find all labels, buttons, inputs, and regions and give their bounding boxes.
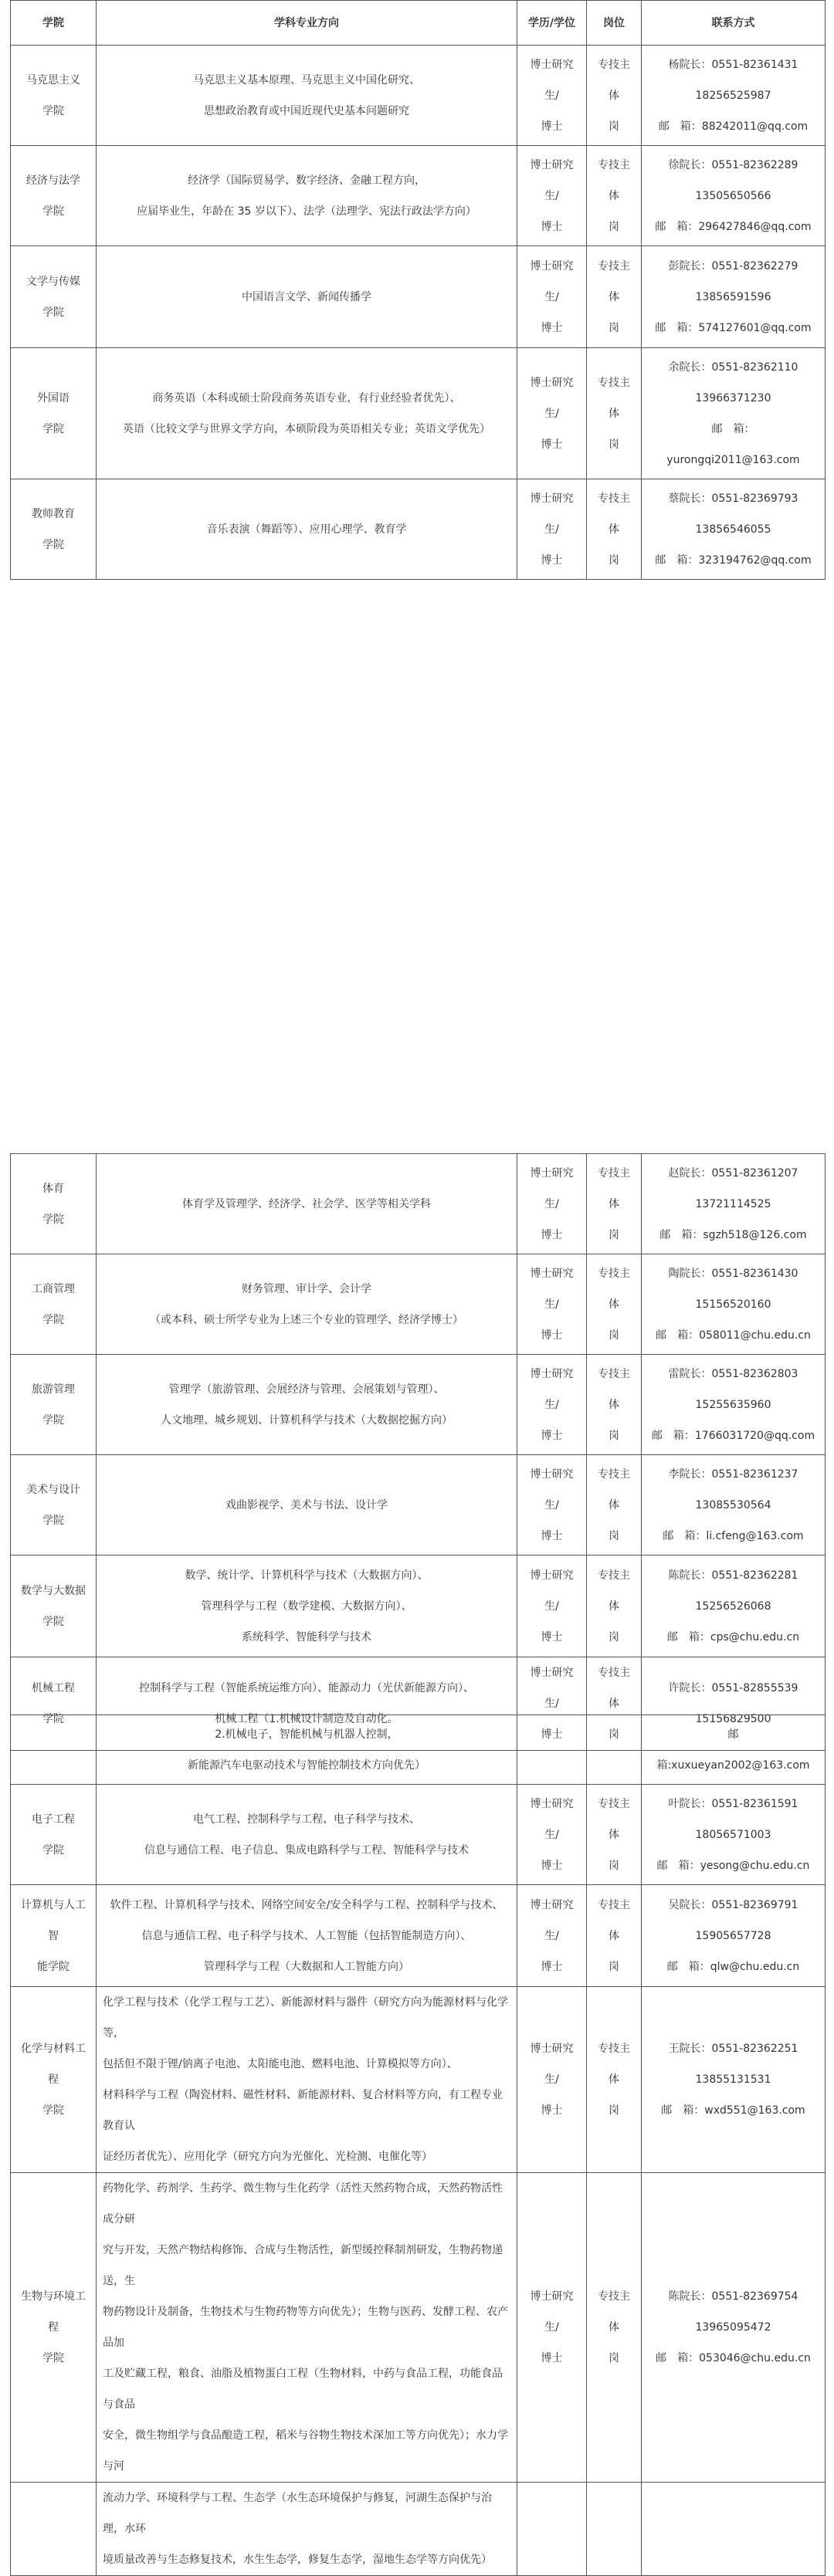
table-row: [11, 1885, 826, 1987]
post-cell-line: 岗: [609, 220, 619, 233]
fields-cell-line: 证经历者优先）、应用化学（研究方向为光催化、光检测、电催化等）: [103, 2151, 432, 2163]
post-cell-line: 岗: [609, 1728, 619, 1741]
fields-cell-line: 应届毕业生，年龄在 35 岁以下）、法学（法理学、宪法行政法学方向）: [137, 205, 476, 218]
post-cell-line: 专技主体: [598, 376, 630, 420]
contact-cell-line: 18256525987: [695, 89, 771, 102]
post-cell: [587, 246, 642, 348]
contact-cell-line: 13855131531: [695, 2073, 771, 2086]
contact-cell-line: 彭院长：0551-82362279: [668, 259, 798, 272]
post-cell-line: 岗: [609, 438, 619, 451]
fields-cell-line: 物药物设计及制备，生物技术与生物药物等方向优先）；生物与医药、发酵工程、农产品加: [103, 2306, 508, 2349]
college-cell-line: 学院: [42, 205, 64, 218]
college-cell: [11, 1785, 97, 1885]
fields-cell-line: 管理科学与工程（数学建模、大数据方向）、: [201, 1599, 412, 1613]
college-cell: [11, 1154, 97, 1254]
degree-cell-line: 博士: [541, 1728, 563, 1741]
contact-cell-line: yurongqi2011@163.com: [666, 453, 800, 466]
post-cell: [587, 1555, 642, 1657]
post-cell-line: 专技主体: [598, 1797, 630, 1841]
degree-cell: [517, 1885, 587, 1987]
fields-cell-line: 材料科学与工程（陶瓷材料、磁性材料、新能源材料、复合材料等方向，有工程专业教育认: [103, 2089, 503, 2132]
college-cell: [11, 146, 97, 246]
college-cell-line: 学院: [42, 2352, 64, 2364]
fields-cell-line: 包括但不限于锂/钠离子电池、太阳能电池、燃料电池、计算模拟等方向）、: [103, 2058, 458, 2070]
college-cell-line: 教师教育: [32, 507, 75, 520]
fields-cell-line: 财务管理、审计学、会计学: [242, 1282, 371, 1295]
fields-cell: [97, 1785, 517, 1885]
college-cell-line: 学院: [42, 2104, 64, 2117]
contact-cell-line: 陈院长：0551-82362281: [668, 1569, 798, 1582]
fields-cell-line: 化学工程与技术（化学工程与工艺）、新能源材料与器件（研究方向为能源材料与化学等，: [103, 1996, 508, 2039]
degree-cell: [517, 46, 587, 146]
college-cell-line: 外国语: [37, 391, 70, 405]
contact-cell-line: 13721114525: [695, 1197, 771, 1210]
college-cell: [11, 348, 97, 479]
fields-cell-line: 软件工程、计算机科学与技术、网络空间安全/安全科学与工程、控制科学与技术、: [110, 1898, 503, 1911]
fields-cell: [97, 246, 517, 348]
degree-cell-line: 博士研究生/: [530, 1467, 574, 1511]
contact-cell-line: 邮 箱:xuxueyan2002@163.com: [656, 1728, 810, 1772]
fields-cell-line: 2.机械电子，智能机械与机器人控制，: [215, 1728, 398, 1741]
fields-cell: [97, 146, 517, 246]
degree-cell-line: 博士研究生/: [530, 1367, 574, 1411]
contact-cell-line: 赵院长：0551-82361207: [668, 1166, 798, 1180]
degree-cell-line: 博士: [541, 1859, 563, 1872]
post-cell-line: 岗: [609, 1859, 619, 1872]
degree-cell: [517, 1987, 587, 2173]
fields-cell-line: 药物化学、药剂学、生药学、微生物与生化药学（活性天然药物合成，天然药物活性成分研: [103, 2182, 503, 2226]
college-cell: [11, 2173, 97, 2483]
degree-cell: [517, 1154, 587, 1254]
post-cell: [587, 1254, 642, 1355]
recruitment-table-part-2: [10, 1153, 826, 1751]
post-cell-line: 岗: [609, 553, 619, 567]
college-cell: [11, 479, 97, 580]
post-cell-line: 专技主体: [598, 158, 630, 202]
degree-cell: [517, 146, 587, 246]
contact-cell-line: 13505650566: [695, 189, 771, 202]
table-row: [11, 1355, 826, 1455]
table-body-1: [11, 46, 826, 580]
contact-cell-line: 邮 箱：323194762@qq.com: [655, 553, 812, 567]
post-cell-line: 专技主体: [598, 492, 630, 536]
post-cell-line: 专技主体: [598, 1667, 630, 1710]
fields-cell-line: 信息与通信工程、电子信息、集成电路科学与工程、智能科学与技术: [144, 1843, 469, 1857]
contact-cell-line: 15156520160: [695, 1298, 771, 1311]
post-cell-line: 岗: [609, 1960, 619, 1973]
fields-cell-line: 英语（比较文学与世界文学方向，本硕阶段为英语相关专业；英语文学优先）: [123, 422, 490, 435]
degree-cell: [517, 246, 587, 348]
degree-cell-line: 博士: [541, 120, 563, 133]
college-cell-line: 学院: [42, 1713, 64, 1725]
degree-cell: [517, 2483, 587, 2576]
contact-cell-line: 15255635960: [695, 1398, 771, 1411]
college-cell: [11, 1455, 97, 1555]
college-cell: [11, 1987, 97, 2173]
post-cell-line: 岗: [609, 1630, 619, 1643]
degree-cell-line: 博士研究生/: [530, 2043, 574, 2086]
contact-cell: [642, 479, 826, 580]
college-cell-line: 学院: [42, 1615, 64, 1628]
college-cell-line: 美术与设计: [26, 1483, 80, 1496]
post-cell-line: 岗: [609, 321, 619, 334]
post-cell-line: 专技主体: [598, 1166, 630, 1210]
post-cell-line: 专技主体: [598, 2043, 630, 2086]
degree-cell: [517, 1355, 587, 1455]
contact-cell-line: 15905657728: [695, 1929, 771, 1942]
recruitment-table-part-3: [10, 1715, 826, 2576]
degree-cell: [517, 1555, 587, 1657]
table-row: [11, 146, 826, 246]
degree-cell-line: 博士研究生/: [530, 1267, 574, 1311]
fields-cell: [97, 479, 517, 580]
college-cell-line: 工商管理: [32, 1282, 75, 1295]
post-cell-line: 岗: [609, 2104, 619, 2117]
contact-cell-line: 邮 箱：cps@chu.edu.cn: [666, 1630, 800, 1643]
post-cell-line: 专技主体: [598, 2290, 630, 2334]
contact-cell: [642, 1154, 826, 1254]
table-row: [11, 2173, 826, 2483]
contact-cell: [642, 1254, 826, 1355]
post-cell: [587, 1785, 642, 1885]
post-cell: [587, 1885, 642, 1987]
post-cell-line: 专技主体: [598, 1267, 630, 1311]
contact-cell-line: 余院长：0551-82362110: [668, 361, 798, 374]
post-cell-line: 专技主体: [598, 1898, 630, 1942]
college-cell-line: 旅游管理: [32, 1383, 75, 1396]
contact-cell-line: 13966371230: [695, 391, 771, 405]
post-cell: [587, 1355, 642, 1455]
table-row: [11, 2483, 826, 2576]
contact-cell: [642, 1785, 826, 1885]
post-cell: [587, 1987, 642, 2173]
contact-cell-line: 邮 箱：053046@chu.edu.cn: [656, 2352, 811, 2364]
degree-cell-line: 博士: [541, 2352, 563, 2364]
contact-cell-line: 叶院长：0551-82361591: [668, 1797, 798, 1810]
contact-cell-line: 13856546055: [695, 523, 771, 536]
contact-cell: [642, 2173, 826, 2483]
table-row: [11, 1785, 826, 1885]
fields-cell-line: 马克思主义基本原理、马克思主义中国化研究、: [193, 73, 420, 86]
college-cell-line: 体育: [42, 1182, 64, 1195]
college-cell-line: 学院: [42, 104, 64, 117]
college-cell: [11, 1555, 97, 1657]
fields-cell-line: 信息与通信工程、电子科学与技术、人工智能（包括智能制造方向）、: [141, 1929, 472, 1942]
contact-cell-line: 李院长：0551-82361237: [668, 1467, 798, 1481]
degree-cell-line: 博士研究生/: [530, 259, 574, 303]
contact-cell-line: 13965095472: [695, 2321, 771, 2334]
recruitment-table-part-1: [10, 0, 826, 580]
post-cell-line: 岗: [609, 2352, 619, 2364]
contact-cell-line: 吴院长：0551-82369791: [668, 1898, 798, 1911]
post-cell: [587, 1455, 642, 1555]
degree-cell: [517, 479, 587, 580]
fields-cell-line: 管理科学与工程（大数据和人工智能方向）: [204, 1960, 409, 1973]
college-cell-line: 学院: [42, 1843, 64, 1857]
contact-cell: [642, 146, 826, 246]
degree-cell-line: 博士: [541, 1429, 563, 1442]
fields-cell-line: 思想政治教育或中国近现代史基本问题研究: [204, 104, 409, 117]
fields-cell: [97, 2173, 517, 2483]
college-cell-line: 能学院: [37, 1960, 70, 1973]
contact-cell-line: 邮 箱：yesong@chu.edu.cn: [656, 1859, 810, 1872]
post-cell-line: 专技主体: [598, 58, 630, 102]
post-cell-line: 岗: [609, 1529, 619, 1542]
table-row: [11, 1715, 826, 1785]
contact-cell-line: 徐院长：0551-82362289: [668, 158, 798, 171]
degree-cell-line: 博士: [541, 1529, 563, 1542]
fields-cell: [97, 2483, 517, 2576]
table-row: [11, 348, 826, 479]
contact-cell-line: 15156829500: [695, 1713, 771, 1725]
contact-cell: [642, 1555, 826, 1657]
college-cell: [11, 1885, 97, 1987]
college-cell-line: 学院: [42, 306, 64, 319]
fields-cell-line: 机械工程（1.机械设计制造及自动化。: [215, 1713, 398, 1725]
contact-cell: [642, 1455, 826, 1555]
college-cell-line: 学院: [42, 1313, 64, 1326]
degree-cell-line: 博士研究生/: [530, 492, 574, 536]
college-cell-line: 计算机与人工智: [21, 1898, 86, 1942]
post-cell-line: 岗: [609, 1228, 619, 1241]
table-row: [11, 1555, 826, 1657]
degree-cell-line: 博士: [541, 2104, 563, 2117]
header-post: 岗位: [587, 1, 642, 46]
degree-cell-line: 博士研究生/: [530, 1898, 574, 1942]
degree-cell: [517, 1455, 587, 1555]
college-cell-line: 学院: [42, 538, 64, 551]
college-cell: [11, 46, 97, 146]
college-cell-line: 生物与环境工程: [21, 2290, 86, 2334]
header-college: 学院: [11, 1, 97, 46]
post-cell: [587, 348, 642, 479]
contact-cell: [642, 1715, 826, 1785]
post-cell-line: 岗: [609, 1429, 619, 1442]
contact-cell-line: 雷院长：0551-82362803: [668, 1367, 798, 1380]
contact-cell-line: 邮 箱：qlw@chu.edu.cn: [666, 1960, 800, 1973]
fields-cell-line: 体育学及管理学、经济学、社会学、医学等相关学科: [182, 1197, 431, 1210]
table-row: [11, 46, 826, 146]
fields-cell-line: 音乐表演（舞蹈等）、应用心理学、教育学: [206, 523, 407, 536]
table-row: [11, 1254, 826, 1355]
fields-cell-line: 新能源汽车电驱动技术与智能控制技术方向优先）: [188, 1759, 425, 1772]
header-row: [11, 1, 826, 46]
table-body-2: [11, 1154, 826, 1751]
post-cell-line: 岗: [609, 1329, 619, 1342]
post-cell-line: 专技主体: [598, 1569, 630, 1613]
college-cell: [11, 1254, 97, 1355]
contact-cell: [642, 1987, 826, 2173]
fields-cell: [97, 1154, 517, 1254]
contact-cell-line: 15256526068: [695, 1599, 771, 1613]
fields-cell-line: 人文地理、城乡规划、计算机科学与技术（大数据挖掘方向）: [161, 1413, 453, 1427]
college-cell-line: 电子工程: [32, 1813, 75, 1826]
degree-cell: [517, 1785, 587, 1885]
post-cell: [587, 2173, 642, 2483]
contact-cell-line: 13856591596: [695, 290, 771, 303]
degree-cell-line: 博士研究生/: [530, 1797, 574, 1841]
college-cell-line: 学院: [42, 1213, 64, 1226]
contact-cell-line: 杨院长：0551-82361431: [668, 58, 798, 71]
post-cell: [587, 1154, 642, 1254]
table-row: [11, 246, 826, 348]
contact-cell-line: 邮 箱：li.cfeng@163.com: [663, 1529, 804, 1542]
contact-cell-line: 王院长：0551-82362251: [668, 2043, 798, 2055]
table-row: [11, 1154, 826, 1254]
degree-cell-line: 博士: [541, 438, 563, 451]
header-fields: 学科专业方向: [97, 1, 517, 46]
college-cell: [11, 246, 97, 348]
contact-cell-line: 许院长：0551-82855539: [668, 1682, 798, 1694]
degree-cell-line: 博士: [541, 1228, 563, 1241]
fields-cell-line: （或本科、硕士所学专业为上述三个专业的管理学、经济学博士）: [150, 1313, 463, 1326]
contact-cell: [642, 1355, 826, 1455]
fields-cell: [97, 348, 517, 479]
fields-cell: [97, 1254, 517, 1355]
college-cell-line: 马克思主义: [26, 73, 80, 86]
college-cell-line: 文学与传媒: [26, 275, 80, 288]
fields-cell: [97, 1715, 517, 1785]
college-cell-line: 学院: [42, 422, 64, 435]
college-cell: [11, 1355, 97, 1455]
table-row: [11, 1455, 826, 1555]
college-cell: [11, 1715, 97, 1785]
fields-cell: [97, 1355, 517, 1455]
college-cell-line: 数学与大数据: [21, 1584, 86, 1597]
post-cell-line: 专技主体: [598, 259, 630, 303]
contact-cell-line: 13085530564: [695, 1498, 771, 1511]
post-cell: [587, 479, 642, 580]
degree-cell: [517, 2173, 587, 2483]
post-cell: [587, 2483, 642, 2576]
contact-cell-line: 邮 箱：sgzh518@126.com: [659, 1228, 807, 1241]
contact-cell-line: 18056571003: [695, 1828, 771, 1841]
header-degree: 学历/学位: [517, 1, 587, 46]
fields-cell: [97, 1555, 517, 1657]
contact-cell: [642, 46, 826, 146]
fields-cell-line: 安全，微生物组学与食品酿造工程，稻米与谷物生物技术深加工等方向优先）；水力学与河: [103, 2429, 508, 2473]
college-cell-line: 经济与法学: [26, 174, 80, 187]
degree-cell-line: 博士: [541, 1329, 563, 1342]
degree-cell: [517, 1254, 587, 1355]
fields-cell-line: 管理学（旅游管理、会展经济与管理、会展策划与管理）、: [168, 1383, 445, 1396]
degree-cell-line: 博士: [541, 321, 563, 334]
degree-cell: [517, 348, 587, 479]
fields-cell: [97, 1987, 517, 2173]
contact-cell-line: 邮 箱：1766031720@qq.com: [651, 1429, 815, 1442]
fields-cell-line: 系统科学、智能科学与技术: [242, 1630, 371, 1643]
post-cell: [587, 1715, 642, 1785]
fields-cell-line: 戏曲影视学、美术与书法、设计学: [225, 1498, 388, 1511]
post-cell-line: 岗: [609, 120, 619, 133]
contact-cell-line: 邮 箱：058011@chu.edu.cn: [656, 1329, 811, 1342]
post-cell-line: 专技主体: [598, 1467, 630, 1511]
contact-cell: [642, 1885, 826, 1987]
degree-cell-line: 博士: [541, 1630, 563, 1643]
college-cell-line: 化学与材料工程: [21, 2043, 86, 2086]
post-cell-line: 专技主体: [598, 1367, 630, 1411]
header-contact: 联系方式: [642, 1, 826, 46]
college-cell-line: 学院: [42, 1413, 64, 1427]
degree-cell-line: 博士研究生/: [530, 1667, 574, 1710]
fields-cell-line: 流动力学、环境科学与工程、生态学（水生态环境保护与修复，河湖生态保护与治理，水环: [103, 2492, 492, 2535]
college-cell-line: 机械工程: [32, 1682, 75, 1694]
contact-cell: [642, 348, 826, 479]
degree-cell-line: 博士研究生/: [530, 158, 574, 202]
contact-cell-line: 邮 箱：296427846@qq.com: [655, 220, 812, 233]
fields-cell-line: 经济学（国际贸易学、数字经济、金融工程方向，: [188, 174, 425, 187]
post-cell: [587, 146, 642, 246]
contact-cell-line: 陈院长：0551-82369754: [668, 2290, 798, 2303]
fields-cell: [97, 1885, 517, 1987]
contact-cell: [642, 246, 826, 348]
contact-cell-line: 邮 箱：574127601@qq.com: [655, 321, 812, 334]
fields-cell-line: 中国语言文学、新闻传播学: [242, 290, 371, 303]
degree-cell-line: 博士: [541, 220, 563, 233]
fields-cell-line: 商务英语（本科或硕士阶段商务英语专业，有行业经验者优先）、: [152, 391, 461, 405]
degree-cell-line: 博士研究生/: [530, 1569, 574, 1613]
table-body-3: [11, 1715, 826, 2576]
table-row: [11, 1987, 826, 2173]
fields-cell-line: 究与开发，天然产物结构修饰、合成与生物活性，新型缓控释制剂研发，生物药物递送，生: [103, 2244, 503, 2287]
fields-cell: [97, 1455, 517, 1555]
contact-cell-line: 邮 箱：wxd551@163.com: [661, 2104, 805, 2117]
fields-cell-line: 工及贮藏工程，粮食、油脂及植物蛋白工程（生物材料，中药与食品工程，功能食品与食品: [103, 2368, 503, 2411]
fields-cell-line: 控制科学与工程（智能系统运维方向）、能源动力（光伏新能源方向）、: [139, 1682, 474, 1694]
degree-cell-line: 博士研究生/: [530, 1166, 574, 1210]
degree-cell-line: 博士研究生/: [530, 376, 574, 420]
college-cell: [11, 2483, 97, 2576]
degree-cell-line: 博士研究生/: [530, 58, 574, 102]
post-cell: [587, 46, 642, 146]
contact-cell-line: 邮 箱：: [711, 422, 755, 435]
contact-cell-line: 陶院长：0551-82361430: [668, 1267, 798, 1280]
fields-cell: [97, 46, 517, 146]
contact-cell-line: 邮 箱：88242011@qq.com: [658, 120, 809, 133]
table-row: [11, 479, 826, 580]
degree-cell: [517, 1715, 587, 1785]
degree-cell-line: 博士: [541, 1960, 563, 1973]
fields-cell-line: 电气工程、控制科学与工程、电子科学与技术、: [193, 1813, 420, 1826]
degree-cell-line: 博士研究生/: [530, 2290, 574, 2334]
fields-cell-line: 数学、统计学、计算机科学与技术（大数据方向）、: [185, 1569, 429, 1582]
contact-cell-line: 蔡院长：0551-82369793: [668, 492, 798, 505]
contact-cell: [642, 2483, 826, 2576]
fields-cell-line: 境质量改善与生态修复技术，水生生态学，修复生态学，湿地生态学等方向优先）: [103, 2554, 492, 2566]
college-cell-line: 学院: [42, 1514, 64, 1527]
degree-cell-line: 博士: [541, 553, 563, 567]
